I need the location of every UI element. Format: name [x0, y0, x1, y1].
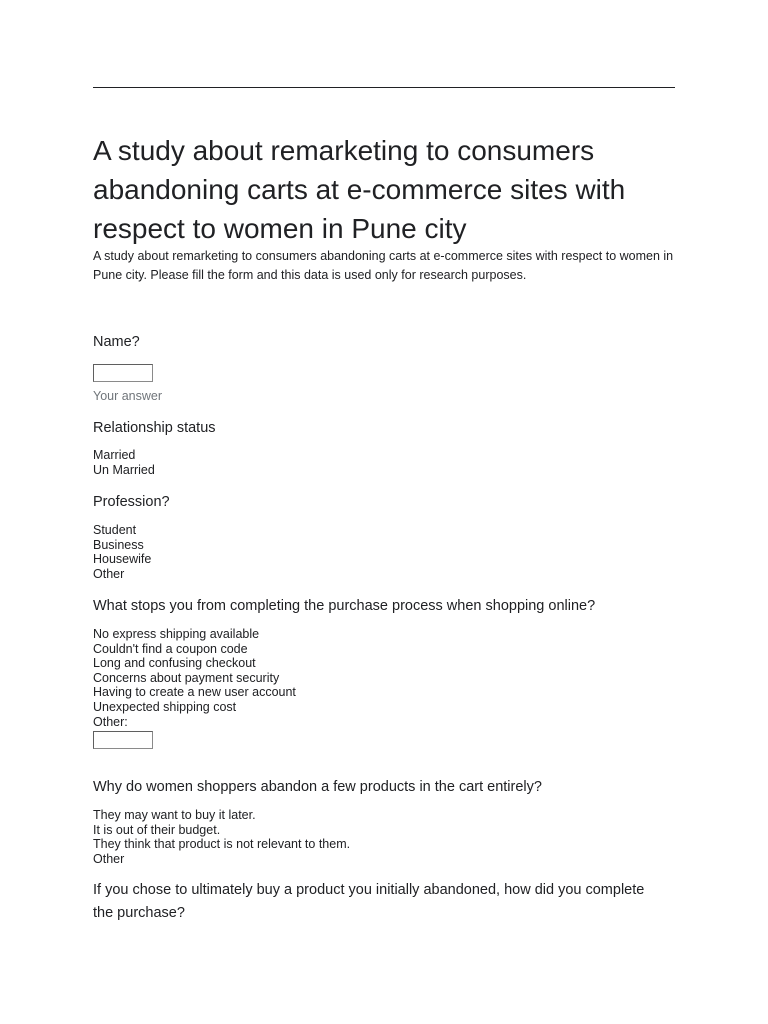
profession-option[interactable]: Other — [93, 566, 125, 581]
question-stops-label: What stops you from completing the purchase process when shopping online? — [93, 598, 596, 614]
abandon-option[interactable]: They think that product is not relevant to them. — [93, 837, 351, 852]
profession-option[interactable]: Housewife — [93, 552, 152, 567]
relationship-option[interactable]: Un Married — [93, 462, 155, 477]
question-complete-label: If you chose to ultimately buy a product you initially abandoned, how did you complete the purchase? — [93, 882, 645, 921]
stops-other-input[interactable] — [93, 731, 153, 749]
abandon-option[interactable]: It is out of their budget. — [93, 822, 221, 837]
abandon-option[interactable]: They may want to buy it later. — [93, 808, 256, 822]
relationship-option[interactable]: Married — [93, 448, 136, 462]
form-description: A study about remarketing to consumers abandoning carts at e-commerce sites with respect to women in Pune city. Please fill the form and this data is used only for research purposes. — [93, 249, 674, 282]
stops-option-other[interactable]: Other: — [93, 714, 128, 729]
header-rule — [93, 87, 675, 88]
profession-option[interactable]: Business — [93, 537, 144, 552]
stops-option[interactable]: Having to create a new user account — [93, 685, 296, 700]
stops-option[interactable]: Concerns about payment security — [93, 670, 280, 685]
stops-option[interactable]: Long and confusing checkout — [93, 656, 256, 671]
profession-options — [93, 523, 151, 581]
stops-option[interactable]: No express shipping available — [93, 627, 260, 641]
name-input-hint: Your answer — [93, 389, 163, 403]
name-input[interactable] — [93, 364, 153, 382]
stops-options — [93, 627, 296, 729]
abandon-option[interactable]: Other — [93, 851, 125, 866]
question-abandon-label: Why do women shoppers abandon a few products in the cart entirely? — [93, 779, 542, 795]
form-title: A study about remarketing to consumers abandoning carts at e-commerce sites with respect to women in Pune city — [93, 135, 626, 244]
abandon-options — [93, 808, 350, 866]
relationship-options — [93, 448, 155, 477]
question-relationship-label: Relationship status — [93, 420, 216, 436]
question-profession-label: Profession? — [93, 494, 170, 510]
stops-option[interactable]: Couldn't find a coupon code — [93, 641, 248, 656]
stops-option[interactable]: Unexpected shipping cost — [93, 699, 237, 714]
question-name-label: Name? — [93, 334, 140, 350]
profession-option[interactable]: Student — [93, 523, 137, 537]
